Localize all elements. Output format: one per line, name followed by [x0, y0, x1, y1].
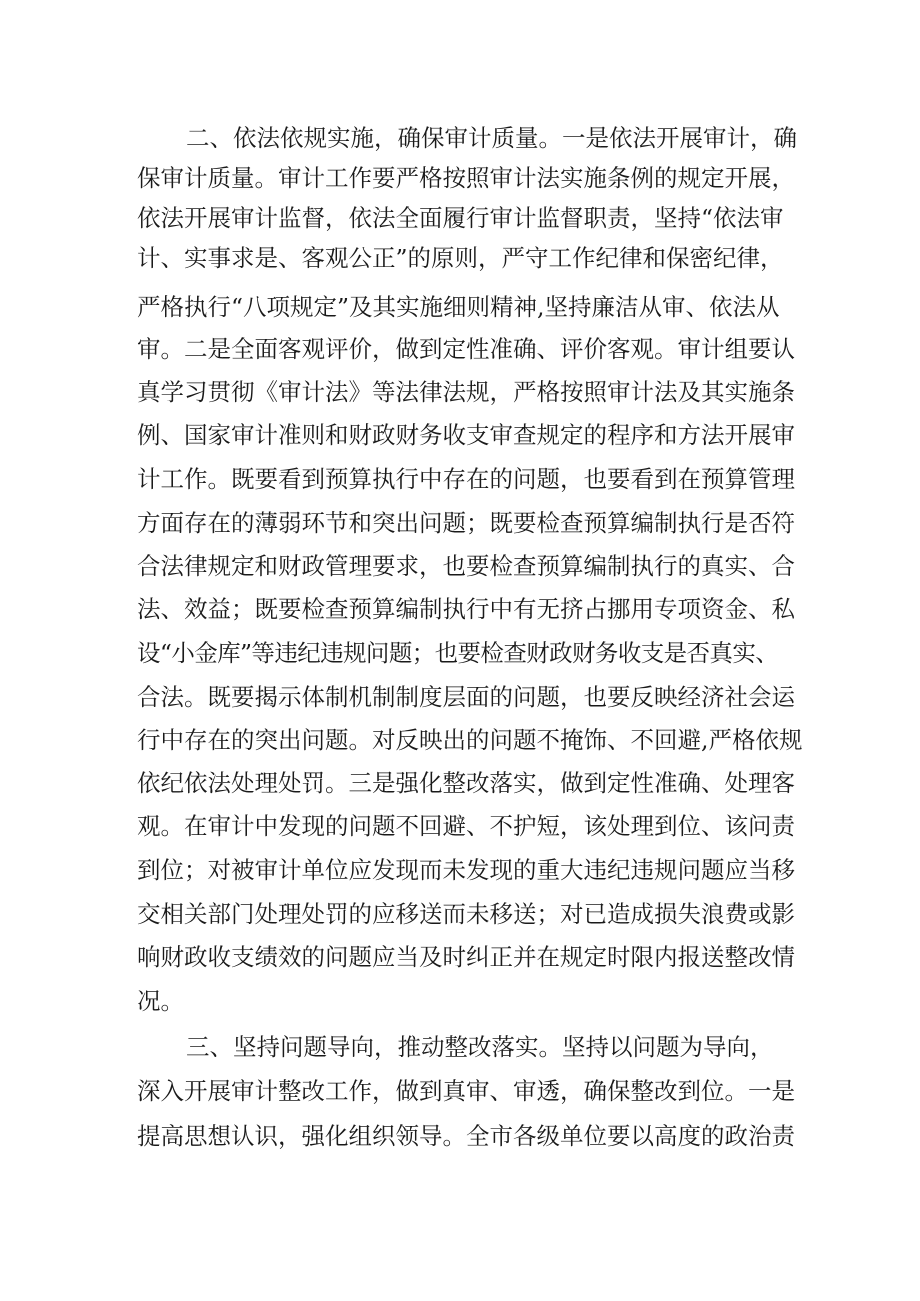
paragraph-1-line-8: 例、国家审计准则和财政财务收支审查规定的程序和方法开展审	[137, 421, 795, 449]
paragraph-1-line-7: 真学习贯彻《审计法》等法律法规，严格按照审计法及其实施条	[137, 378, 795, 406]
paragraph-1-line-21: 况。	[137, 987, 184, 1015]
paragraph-1-line-2: 保审计质量。审计工作要严格按照审计法实施条例的规定开展，	[137, 164, 795, 192]
paragraph-2-line-1: 三、坚持问题导向，推动整改落实。坚持以问题为导向，	[186, 1033, 774, 1061]
paragraph-1-line-16: 依纪依法处理处罚。三是强化整改落实，做到定性准确、处理客	[137, 769, 795, 797]
paragraph-1-line-3: 依法开展审计监督，依法全面履行审计监督职责，坚持“依法审	[137, 204, 784, 232]
paragraph-1-line-13: 设“小金库”等违纪违规问题；也要检查财政财务收支是否真实、	[137, 639, 779, 667]
paragraph-1-line-11: 合法律规定和财政管理要求，也要检查预算编制执行的真实、合	[137, 552, 795, 580]
paragraph-1-line-12: 法、效益；既要检查预算编制执行中有无挤占挪用专项资金、私	[137, 595, 795, 623]
paragraph-1-line-18: 到位；对被审计单位应发现而未发现的重大违纪违规问题应当移	[137, 856, 795, 884]
paragraph-1-line-14: 合法。既要揭示体制机制制度层面的问题，也要反映经济社会运	[137, 683, 795, 711]
paragraph-1-line-1: 二、依法依规实施，确保审计质量。一是依法开展审计，确	[186, 124, 797, 152]
paragraph-1-line-10: 方面存在的薄弱环节和突出问题；既要检查预算编制执行是否符	[137, 509, 795, 537]
paragraph-1-line-19: 交相关部门处理处罚的应移送而未移送；对已造成损失浪费或影	[137, 900, 795, 928]
paragraph-1-line-15: 行中存在的突出问题。对反映出的问题不掩饰、不回避,严格依规	[137, 726, 803, 754]
paragraph-1-line-5: 严格执行“八项规定”及其实施细则精神,坚持廉洁从审、依法从	[137, 293, 780, 321]
paragraph-1-line-20: 响财政收支绩效的问题应当及时纠正并在规定时限内报送整改情	[137, 943, 795, 971]
paragraph-1-line-17: 观。在审计中发现的问题不回避、不护短，该处理到位、该问责	[137, 812, 795, 840]
paragraph-1-line-4: 计、实事求是、客观公正”的原则，严守工作纪律和保密纪律，	[137, 244, 784, 272]
paragraph-2-line-2: 深入开展审计整改工作，做到真审、审透，确保整改到位。一是	[137, 1077, 795, 1105]
paragraph-1-line-6: 审。二是全面客观评价，做到定性准确、评价客观。审计组要认	[137, 335, 795, 363]
paragraph-1-line-9: 计工作。既要看到预算执行中存在的问题，也要看到在预算管理	[137, 465, 795, 493]
paragraph-2-line-3: 提高思想认识，强化组织领导。全市各级单位要以高度的政治责	[137, 1122, 795, 1150]
